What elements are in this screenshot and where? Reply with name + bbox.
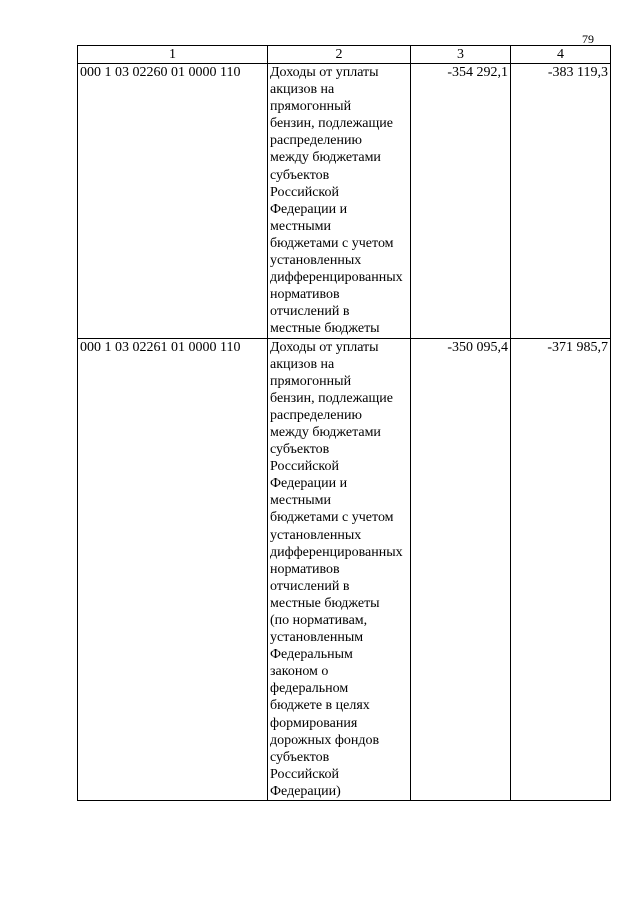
revenue-name-line: бюджетами с учетом — [270, 510, 394, 526]
revenue-name-line: субъектов — [270, 442, 330, 458]
amount-column-4: -383 119,3 — [511, 64, 611, 339]
revenue-name-line: субъектов — [270, 749, 330, 765]
column-header-2: 2 — [268, 46, 411, 64]
revenue-name-line: установленных — [270, 527, 362, 543]
revenue-name-line: Российской — [270, 766, 339, 782]
column-header-1: 1 — [78, 46, 268, 64]
table-body — [78, 64, 611, 801]
table-row — [78, 64, 611, 339]
revenue-name-line: субъектов — [270, 167, 330, 183]
revenue-name-line: акцизов на — [270, 82, 335, 98]
revenue-name-line: Российской — [270, 184, 339, 200]
revenue-name-line: Федерации и — [270, 201, 348, 217]
revenue-name-line: дифференцированных — [270, 544, 403, 560]
budget-table — [77, 45, 611, 801]
table-row — [78, 338, 611, 801]
revenue-name-line: местные бюджеты — [270, 321, 380, 337]
revenue-name-line: отчислений в — [270, 304, 350, 320]
revenue-name-line: прямогонный — [270, 373, 352, 389]
revenue-name-line: между бюджетами — [270, 424, 381, 440]
column-header-3: 3 — [411, 46, 511, 64]
revenue-name-line: между бюджетами — [270, 150, 381, 166]
amount-column-4: -371 985,7 — [511, 338, 611, 801]
revenue-name-line: бензин, подлежащие — [270, 116, 393, 132]
budget-classification-code: 000 1 03 02260 01 0000 110 — [78, 64, 268, 339]
revenue-name-line: акцизов на — [270, 356, 335, 372]
revenue-name-line: формирования — [270, 715, 358, 731]
revenue-name-line: Федерации) — [270, 783, 341, 799]
revenue-name-line: распределению — [270, 407, 362, 423]
revenue-name-line: Федеральным — [270, 647, 353, 663]
revenue-name-line: федеральном — [270, 681, 349, 697]
revenue-name-line: нормативов — [270, 561, 340, 577]
revenue-name-line: дифференцированных — [270, 270, 403, 286]
page-number: 79 — [582, 32, 594, 46]
column-header-4: 4 — [511, 46, 611, 64]
revenue-name-cell — [268, 64, 411, 339]
revenue-name-line: Доходы от уплаты — [270, 339, 379, 355]
revenue-name-line: (по нормативам, — [270, 613, 368, 628]
revenue-name-line: местными — [270, 218, 332, 234]
budget-classification-code: 000 1 03 02261 01 0000 110 — [78, 338, 268, 801]
revenue-name-line: бюджете в целях — [270, 698, 370, 714]
revenue-name-line: местные бюджеты — [270, 595, 380, 611]
revenue-name-line: Федерации и — [270, 476, 348, 492]
revenue-name-line: бензин, подлежащие — [270, 390, 393, 406]
revenue-name-line: дорожных фондов — [270, 732, 380, 748]
revenue-name-line: Российской — [270, 459, 339, 475]
amount-column-3: -350 095,4 — [411, 338, 511, 801]
revenue-name-line: установленных — [270, 253, 362, 269]
revenue-name-line: отчислений в — [270, 578, 350, 594]
amount-column-3: -354 292,1 — [411, 64, 511, 339]
revenue-name-cell — [268, 338, 411, 801]
revenue-name-line: местными — [270, 493, 332, 509]
revenue-name-line: бюджетами с учетом — [270, 235, 394, 251]
revenue-name-line: прямогонный — [270, 99, 352, 115]
revenue-name-line: нормативов — [270, 287, 340, 303]
revenue-name-line: распределению — [270, 133, 362, 149]
revenue-name-line: законом о — [270, 664, 329, 680]
table-header-row — [78, 46, 611, 64]
revenue-name-line: Доходы от уплаты — [270, 65, 379, 80]
revenue-name-line: установленным — [270, 630, 364, 646]
